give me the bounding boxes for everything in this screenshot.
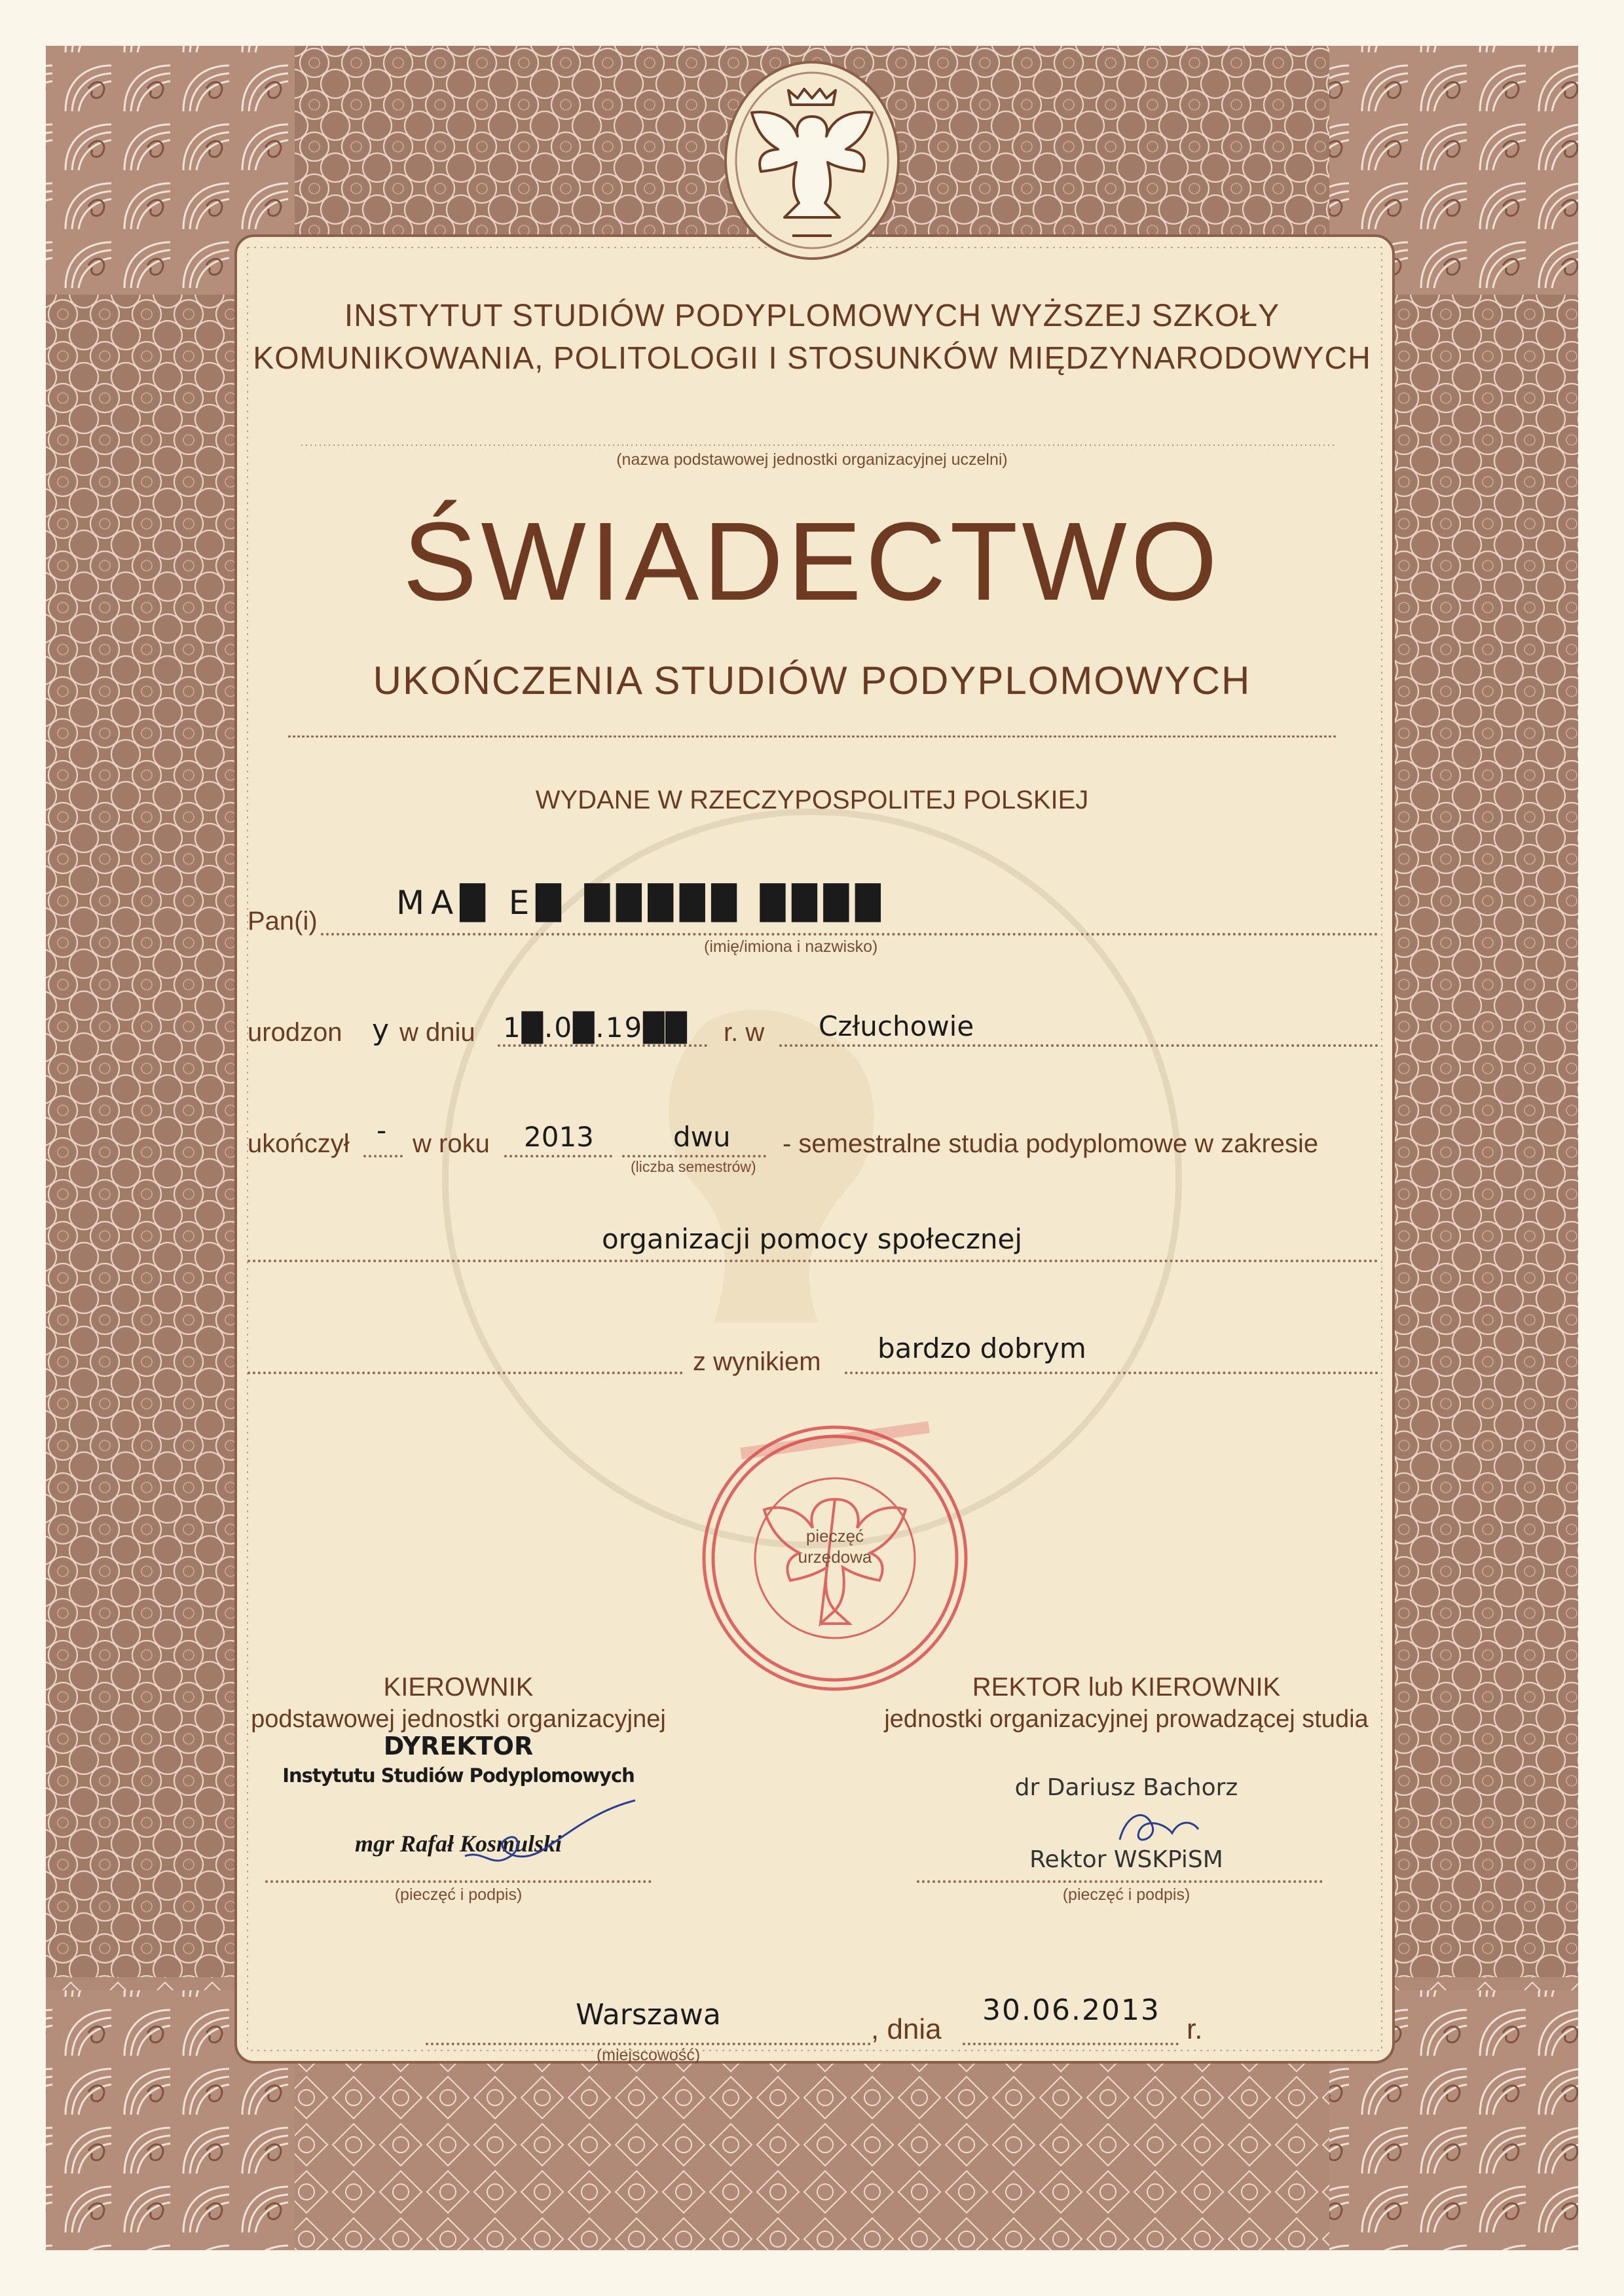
left-stamp-unit: Instytutu Studiów Podyplomowych	[282, 1764, 635, 1787]
seal-caption-line-1: pieczęć	[805, 1526, 864, 1546]
right-signature-line	[917, 1880, 1323, 1883]
birth-label-b: w dniu	[399, 1018, 475, 1047]
completion-label-c: - semestralne studia podyplomowe w zakresie	[783, 1129, 1319, 1158]
right-signatory-heading: REKTOR lub KIEROWNIK	[972, 1673, 1281, 1702]
completion-label-a: ukończył	[248, 1129, 350, 1158]
left-stamp-title: DYREKTOR	[383, 1732, 534, 1760]
completion-year-line	[504, 1155, 612, 1157]
completion-semesters-value: dwu	[673, 1121, 731, 1153]
left-stamp-name: mgr Rafał Kosmulski	[354, 1831, 563, 1857]
result-right-line	[845, 1372, 1378, 1374]
seal-caption-line-2: urzędowa	[798, 1547, 872, 1567]
study-field-value: organizacji pomocy społecznej	[601, 1223, 1023, 1255]
right-signatory-subheading: jednostki organizacyjnej prowadzącej studia	[884, 1705, 1369, 1733]
date-value: 30.06.2013	[982, 1994, 1160, 2027]
official-seal-stamp	[694, 1417, 976, 1699]
birth-label-a: urodzon	[248, 1018, 342, 1047]
right-signatory-caption: (pieczęć i podpis)	[1062, 1886, 1190, 1904]
name-value: MA█ E█ █████ ████	[396, 884, 887, 922]
city-caption: (miejscowość)	[596, 2046, 701, 2064]
left-signature-icon	[458, 1797, 642, 1876]
completion-label-b: w roku	[413, 1129, 490, 1158]
institution-line-2: KOMUNIKOWANIA, POLITOLOGII I STOSUNKÓW MIĘDZYNARODOWYCH	[253, 341, 1371, 376]
date-label: , dnia	[871, 2013, 942, 2045]
birth-place-value: Człuchowie	[819, 1010, 974, 1042]
left-signature-line	[265, 1880, 652, 1883]
institution-line-1: INSTYTUT STUDIÓW PODYPLOMOWYCH WYŻSZEJ SZKOŁY	[344, 299, 1280, 333]
result-label: z wynikiem	[693, 1347, 821, 1376]
result-value: bardzo dobrym	[877, 1332, 1086, 1364]
birth-label-c: r. w	[724, 1018, 765, 1047]
city-line	[426, 2043, 871, 2045]
right-stamp-name: dr Dariusz Bachorz	[1014, 1774, 1238, 1801]
birth-suffix: y	[372, 1013, 390, 1047]
name-label: Pan(i)	[248, 907, 318, 936]
left-signatory-subheading: podstawowej jednostki organizacyjnej	[251, 1705, 666, 1733]
field-dotted-line	[248, 1260, 1378, 1262]
result-left-line	[248, 1372, 683, 1374]
name-caption: (imię/imiona i nazwisko)	[704, 938, 878, 956]
date-line	[963, 2043, 1179, 2045]
institution-caption: (nazwa podstawowej jednostki organizacyjnej uczelni)	[616, 450, 1008, 469]
completion-suffix-line	[363, 1155, 403, 1157]
left-signatory-heading: KIEROWNIK	[383, 1673, 534, 1702]
issued-in-label: WYDANE W RZECZYPOSPOLITEJ POLSKIEJ	[535, 786, 1089, 814]
name-dotted-line	[321, 933, 1378, 936]
document-subtitle: UKOŃCZENIA STUDIÓW PODYPLOMOWYCH	[373, 659, 1251, 702]
date-r-label: r.	[1187, 2013, 1203, 2045]
right-signature-icon	[1107, 1800, 1218, 1853]
completion-suffix: -	[377, 1114, 387, 1146]
birth-date-value: 1█.0█.19██	[503, 1011, 688, 1044]
completion-year-value: 2013	[524, 1121, 594, 1153]
birth-place-line	[779, 1044, 1378, 1047]
birth-date-line	[498, 1044, 707, 1047]
completion-semesters-line	[622, 1155, 766, 1157]
right-stamp-title: Rektor WSKPiSM	[1029, 1846, 1223, 1873]
document-title: ŚWIADECTWO	[403, 500, 1221, 624]
left-signatory-caption: (pieczęć i podpis)	[394, 1886, 523, 1904]
city-value: Warszawa	[576, 1998, 721, 2032]
completion-semesters-caption: (liczba semestrów)	[631, 1158, 756, 1175]
